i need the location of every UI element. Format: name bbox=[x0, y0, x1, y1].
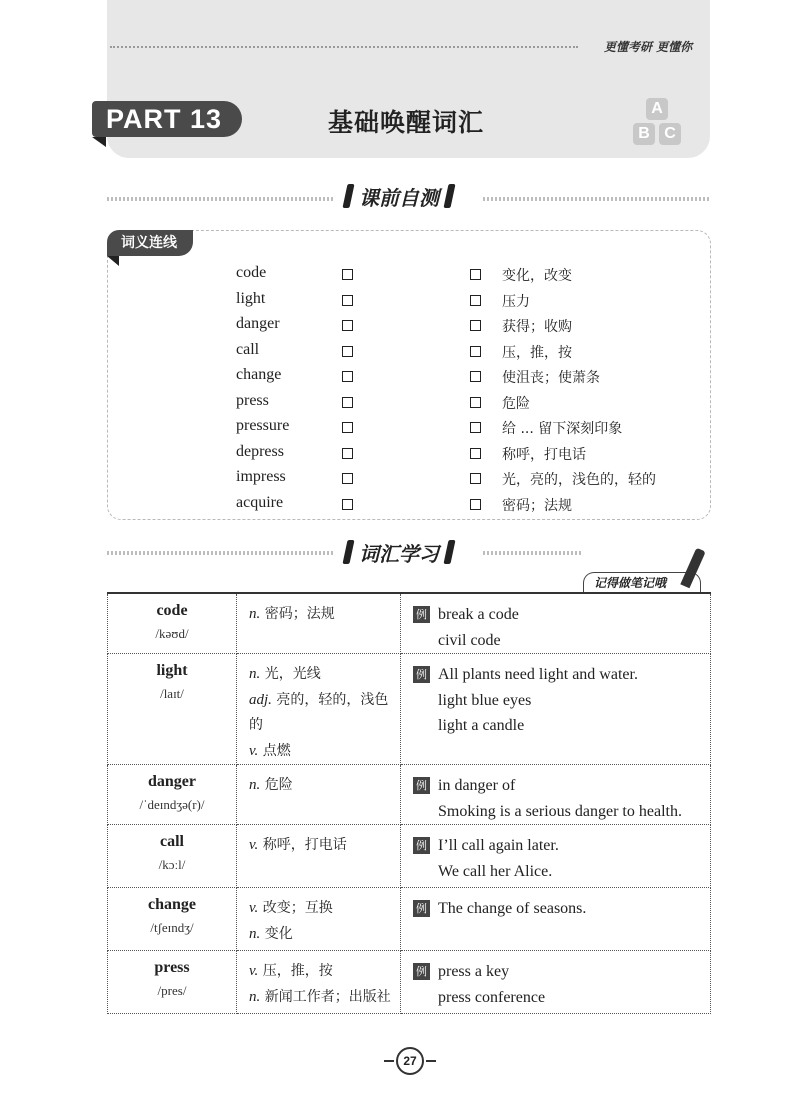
headword: light bbox=[156, 662, 188, 679]
checkbox-icon[interactable] bbox=[470, 371, 481, 382]
example-icon: 例 bbox=[413, 777, 430, 794]
headword: code bbox=[156, 602, 188, 619]
matching-word: light bbox=[236, 289, 266, 307]
checkbox-icon[interactable] bbox=[342, 448, 353, 459]
header-divider bbox=[110, 46, 578, 48]
checkbox-icon[interactable] bbox=[470, 473, 481, 484]
note-tag: 记得做笔记哦 bbox=[583, 572, 701, 594]
matching-row bbox=[0, 290, 800, 315]
example-line bbox=[413, 688, 710, 714]
checkbox-icon[interactable] bbox=[342, 320, 353, 331]
matching-meaning: 光，亮的，浅色的，轻的 bbox=[502, 472, 656, 488]
matching-word: impress bbox=[236, 468, 286, 485]
vocab-table bbox=[107, 592, 711, 1014]
example-line bbox=[413, 985, 710, 1011]
checkbox-icon[interactable] bbox=[342, 499, 353, 510]
matching-tab-label: 词义连线 bbox=[107, 230, 193, 256]
part-of-speech: v. bbox=[249, 963, 259, 979]
matching-word: change bbox=[236, 366, 282, 383]
definition-line bbox=[249, 985, 400, 1011]
example-text: Smoking is a serious danger to health. bbox=[438, 802, 682, 820]
part-of-speech: n. bbox=[249, 988, 261, 1005]
example-line bbox=[413, 959, 710, 985]
word-cell bbox=[108, 593, 237, 654]
matching-row bbox=[0, 315, 800, 340]
word-cell bbox=[108, 951, 237, 1014]
definition-text: 变化 bbox=[260, 925, 293, 942]
matching-row bbox=[0, 417, 800, 442]
headword: call bbox=[160, 833, 184, 850]
matching-word: press bbox=[236, 391, 269, 409]
definition-cell bbox=[237, 951, 401, 1014]
section-title-pretest: 课前自测 bbox=[345, 182, 453, 211]
part-tab-fold bbox=[92, 137, 106, 147]
example-text: I’ll call again later. bbox=[438, 837, 559, 854]
definition-line bbox=[249, 833, 400, 859]
part-of-speech: v. bbox=[249, 837, 259, 853]
abc-block-icon: A bbox=[646, 98, 668, 120]
section-divider bbox=[107, 551, 335, 555]
matching-meaning: 压，推，按 bbox=[502, 344, 572, 361]
matching-row bbox=[0, 264, 800, 289]
example-text: civil code bbox=[438, 631, 501, 649]
matching-meaning: 危险 bbox=[502, 395, 530, 412]
matching-row bbox=[0, 341, 800, 366]
definition-text: 密码；法规 bbox=[260, 606, 335, 622]
word-cell bbox=[108, 765, 237, 825]
example-line bbox=[413, 713, 710, 739]
definition-line bbox=[249, 959, 400, 985]
matching-meaning: 称呼，打电话 bbox=[502, 446, 586, 463]
matching-word: call bbox=[236, 340, 260, 358]
checkbox-icon[interactable] bbox=[470, 448, 481, 459]
checkbox-icon[interactable] bbox=[470, 499, 481, 510]
example-text: light blue eyes bbox=[438, 691, 532, 709]
matching-row bbox=[0, 468, 800, 493]
definition-line bbox=[249, 773, 400, 799]
definition-text: 称呼，打电话 bbox=[258, 837, 347, 853]
phonetic: /ˈdeɪndʒə(r)/ bbox=[139, 797, 205, 812]
example-text: in danger of bbox=[438, 777, 516, 794]
example-text: The change of seasons. bbox=[438, 900, 587, 917]
part-label: PART 13 bbox=[92, 101, 242, 137]
example-text: All plants need light and water. bbox=[438, 666, 638, 683]
page-number: 27 bbox=[396, 1047, 424, 1075]
matching-word: depress bbox=[236, 442, 284, 460]
table-row bbox=[108, 593, 711, 654]
example-icon: 例 bbox=[413, 900, 430, 917]
headword: danger bbox=[148, 773, 196, 790]
matching-meaning: 密码；法规 bbox=[502, 497, 572, 514]
section-divider bbox=[483, 551, 583, 555]
example-cell bbox=[401, 654, 711, 765]
example-cell bbox=[401, 825, 711, 888]
definition-line bbox=[249, 922, 400, 948]
section-divider bbox=[107, 197, 335, 201]
part-of-speech: v. bbox=[249, 900, 259, 916]
example-icon: 例 bbox=[413, 606, 430, 623]
section-divider bbox=[483, 197, 711, 201]
matching-word: pressure bbox=[236, 417, 290, 434]
definition-cell bbox=[237, 593, 401, 654]
example-text: break a code bbox=[438, 606, 519, 623]
example-icon: 例 bbox=[413, 837, 430, 854]
example-line bbox=[413, 662, 710, 688]
matching-row bbox=[0, 366, 800, 391]
definition-cell bbox=[237, 654, 401, 765]
example-cell bbox=[401, 593, 711, 654]
matching-word: acquire bbox=[236, 493, 284, 511]
table-row bbox=[108, 654, 711, 765]
definition-text: 点燃 bbox=[258, 742, 291, 759]
part-of-speech: v. bbox=[249, 742, 259, 759]
part-of-speech: n. bbox=[249, 925, 261, 942]
checkbox-icon[interactable] bbox=[470, 397, 481, 408]
matching-meaning: 获得；收购 bbox=[502, 319, 572, 335]
headword: press bbox=[154, 959, 190, 976]
matching-meaning: 变化，改变 bbox=[502, 268, 572, 284]
checkbox-icon[interactable] bbox=[470, 320, 481, 331]
definition-line bbox=[249, 896, 400, 922]
definition-cell bbox=[237, 888, 401, 951]
part-of-speech: adj. bbox=[249, 691, 272, 708]
definition-text: 压，推，按 bbox=[258, 963, 333, 979]
part-of-speech: n. bbox=[249, 777, 261, 793]
example-line bbox=[413, 799, 710, 825]
checkbox-icon[interactable] bbox=[342, 371, 353, 382]
definition-text: 改变；互换 bbox=[258, 900, 333, 916]
matching-word: code bbox=[236, 264, 267, 281]
definition-line bbox=[249, 739, 400, 765]
table-row bbox=[108, 825, 711, 888]
matching-row bbox=[0, 494, 800, 519]
abc-block-icon: B bbox=[633, 123, 655, 145]
example-line bbox=[413, 602, 710, 628]
matching-word: danger bbox=[236, 315, 280, 332]
example-line bbox=[413, 833, 710, 859]
definition-text: 亮的，轻的，浅色的 bbox=[249, 691, 389, 733]
phonetic: /kəʊd/ bbox=[155, 626, 189, 641]
example-text: We call her Alice. bbox=[438, 862, 553, 880]
matching-row bbox=[0, 443, 800, 468]
checkbox-icon[interactable] bbox=[342, 397, 353, 408]
definition-cell bbox=[237, 765, 401, 825]
definition-line bbox=[249, 688, 400, 739]
section-title-study: 词汇学习 bbox=[345, 538, 453, 567]
definition-cell bbox=[237, 825, 401, 888]
word-cell bbox=[108, 825, 237, 888]
example-icon: 例 bbox=[413, 666, 430, 683]
example-cell bbox=[401, 888, 711, 951]
matching-meaning: 给 ... 留下深刻印象 bbox=[502, 421, 623, 437]
abc-block-icon: C bbox=[659, 123, 681, 145]
word-cell bbox=[108, 654, 237, 765]
table-row bbox=[108, 765, 711, 825]
table-row bbox=[108, 951, 711, 1014]
definition-text: 危险 bbox=[260, 777, 293, 793]
definition-line bbox=[249, 662, 400, 688]
checkbox-icon[interactable] bbox=[470, 295, 481, 306]
definition-text: 新闻工作者；出版社 bbox=[260, 988, 391, 1005]
headword: change bbox=[148, 896, 196, 913]
definition-line bbox=[249, 602, 400, 628]
checkbox-icon[interactable] bbox=[342, 422, 353, 433]
word-cell bbox=[108, 888, 237, 951]
example-line bbox=[413, 773, 710, 799]
example-line bbox=[413, 896, 710, 922]
page-title: 基础唤醒词汇 bbox=[328, 108, 485, 137]
matching-meaning: 使沮丧；使萧条 bbox=[502, 370, 600, 386]
phonetic: /pres/ bbox=[157, 983, 187, 998]
part-of-speech: n. bbox=[249, 666, 261, 682]
checkbox-icon[interactable] bbox=[342, 269, 353, 280]
example-icon: 例 bbox=[413, 963, 430, 980]
matching-row bbox=[0, 392, 800, 417]
checkbox-icon[interactable] bbox=[342, 346, 353, 357]
phonetic: /laɪt/ bbox=[160, 686, 184, 701]
checkbox-icon[interactable] bbox=[342, 295, 353, 306]
example-cell bbox=[401, 765, 711, 825]
example-cell bbox=[401, 951, 711, 1014]
example-text: light a candle bbox=[438, 717, 525, 734]
checkbox-icon[interactable] bbox=[470, 422, 481, 433]
phonetic: /kɔːl/ bbox=[158, 857, 186, 872]
example-line bbox=[413, 859, 710, 885]
checkbox-icon[interactable] bbox=[342, 473, 353, 484]
matching-meaning: 压力 bbox=[502, 293, 530, 310]
checkbox-icon[interactable] bbox=[470, 269, 481, 280]
checkbox-icon[interactable] bbox=[470, 346, 481, 357]
slogan: 更懂考研 更懂你 bbox=[604, 40, 693, 54]
example-text: press a key bbox=[438, 963, 510, 980]
example-text: press conference bbox=[438, 988, 546, 1006]
table-row bbox=[108, 888, 711, 951]
part-of-speech: n. bbox=[249, 606, 261, 622]
phonetic: /tʃeɪndʒ/ bbox=[150, 920, 194, 935]
definition-text: 光，光线 bbox=[260, 666, 321, 682]
example-line bbox=[413, 628, 710, 654]
